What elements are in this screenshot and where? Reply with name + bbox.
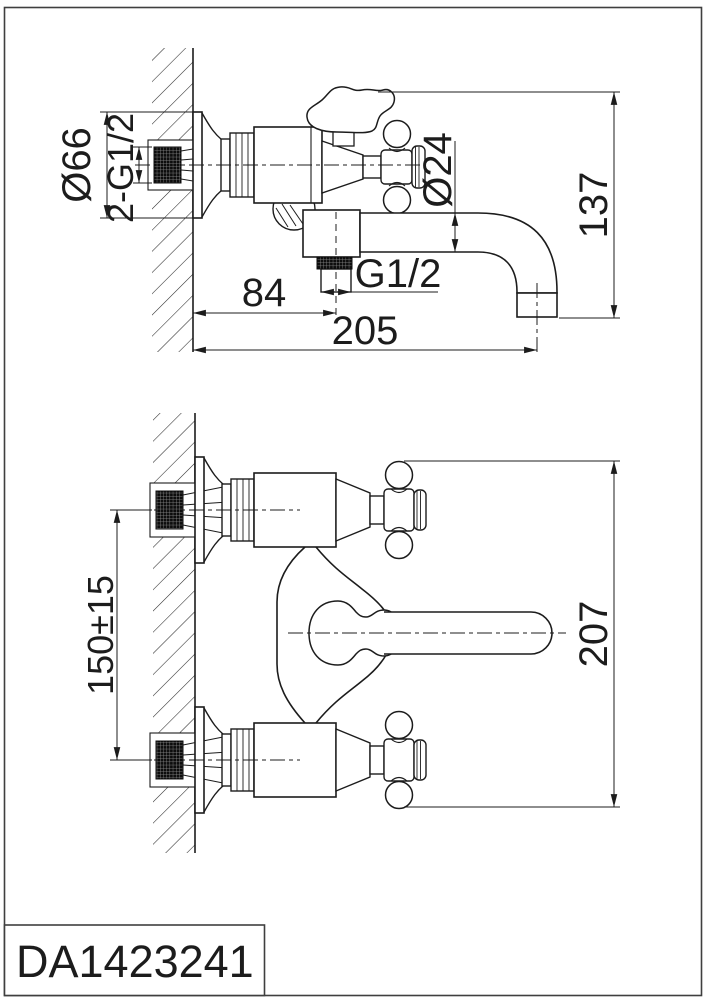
shower-thread-knurl (317, 257, 352, 269)
inlet-thread-knurl-lower (156, 741, 183, 779)
handle-ball (386, 712, 413, 739)
plan-view (135, 413, 566, 853)
model-number-box (5, 925, 265, 996)
dim-label-spout-diameter: Ø24 (416, 132, 460, 208)
dim-label-inlet-thread: 2-G1/2 (100, 112, 141, 224)
dim-label-205: 205 (331, 309, 399, 353)
cross-handle-lower (336, 712, 426, 809)
dim-label-inlet-spacing: 150±15 (80, 575, 121, 695)
dim-label-flange-diameter: Ø66 (55, 127, 99, 203)
handle-ball (386, 782, 413, 809)
dim-label-overall-width: 207 (572, 600, 616, 668)
dim-label-height: 137 (572, 171, 616, 239)
dim-label-84: 84 (241, 271, 287, 315)
wall-hatching (152, 48, 193, 352)
cross-handle-upper (336, 462, 426, 559)
shower-outlet (303, 210, 360, 292)
model-number: DA1423241 (16, 936, 254, 987)
inlet-thread-knurl (154, 147, 181, 183)
handle-ball (386, 462, 413, 489)
handle-ball-top (384, 121, 411, 148)
dim-label-shower-thread: G1/2 (354, 252, 442, 296)
handle-ball (386, 532, 413, 559)
inlet-thread-knurl-upper (156, 491, 183, 529)
handle-ball-bottom (384, 187, 411, 214)
